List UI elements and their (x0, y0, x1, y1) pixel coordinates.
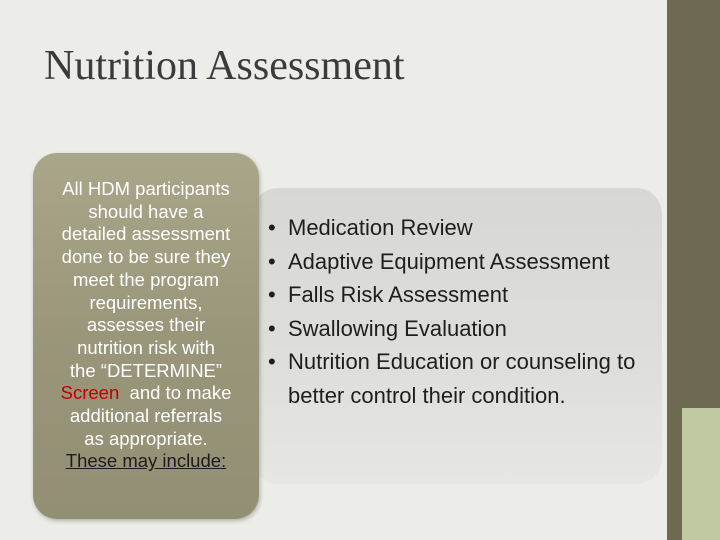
intro-line: assesses their (86, 314, 206, 336)
bullet-text: Adaptive Equipment Assessment (288, 248, 610, 274)
intro-line: done to be sure they (61, 246, 231, 268)
bullet-item (268, 245, 658, 279)
bullet-item (268, 345, 658, 412)
intro-line: nutrition risk with (77, 336, 215, 358)
bullet-icon: • (268, 349, 276, 374)
bullet-icon: • (268, 215, 276, 240)
bullet-item (268, 211, 658, 245)
bullet-text: Swallowing Evaluation (288, 315, 507, 341)
bullet-item (268, 312, 658, 346)
bullet-list (268, 211, 658, 412)
intro-line: additional referrals (69, 405, 223, 427)
bullet-item (268, 278, 658, 312)
intro-line: meet the program (72, 268, 219, 290)
bullet-text: Medication Review (288, 215, 473, 240)
intro-line: All HDM participants (62, 178, 230, 199)
bullet-text: Nutrition Education or counseling to better control their condition. (288, 349, 636, 408)
intro-line (33, 382, 259, 405)
intro-line: detailed assessment (61, 223, 231, 245)
intro-line: as appropriate. (84, 427, 208, 449)
intro-line: requirements, (89, 291, 203, 313)
right-accent-block (682, 408, 720, 540)
slide-title: Nutrition Assessment (44, 43, 405, 89)
bullet-icon: • (268, 248, 276, 274)
bullet-text: Falls Risk Assessment (288, 282, 509, 307)
intro-closing-underlined: These may include: (65, 450, 227, 472)
intro-line-rest: and to make (119, 382, 232, 404)
determine-screen-highlight: Screen (60, 382, 120, 404)
intro-panel-text (33, 178, 259, 473)
bullet-icon: • (268, 315, 276, 341)
bullet-icon: • (268, 282, 276, 307)
intro-line: the “DETERMINE” (69, 359, 223, 381)
intro-line: should have a (88, 200, 204, 222)
